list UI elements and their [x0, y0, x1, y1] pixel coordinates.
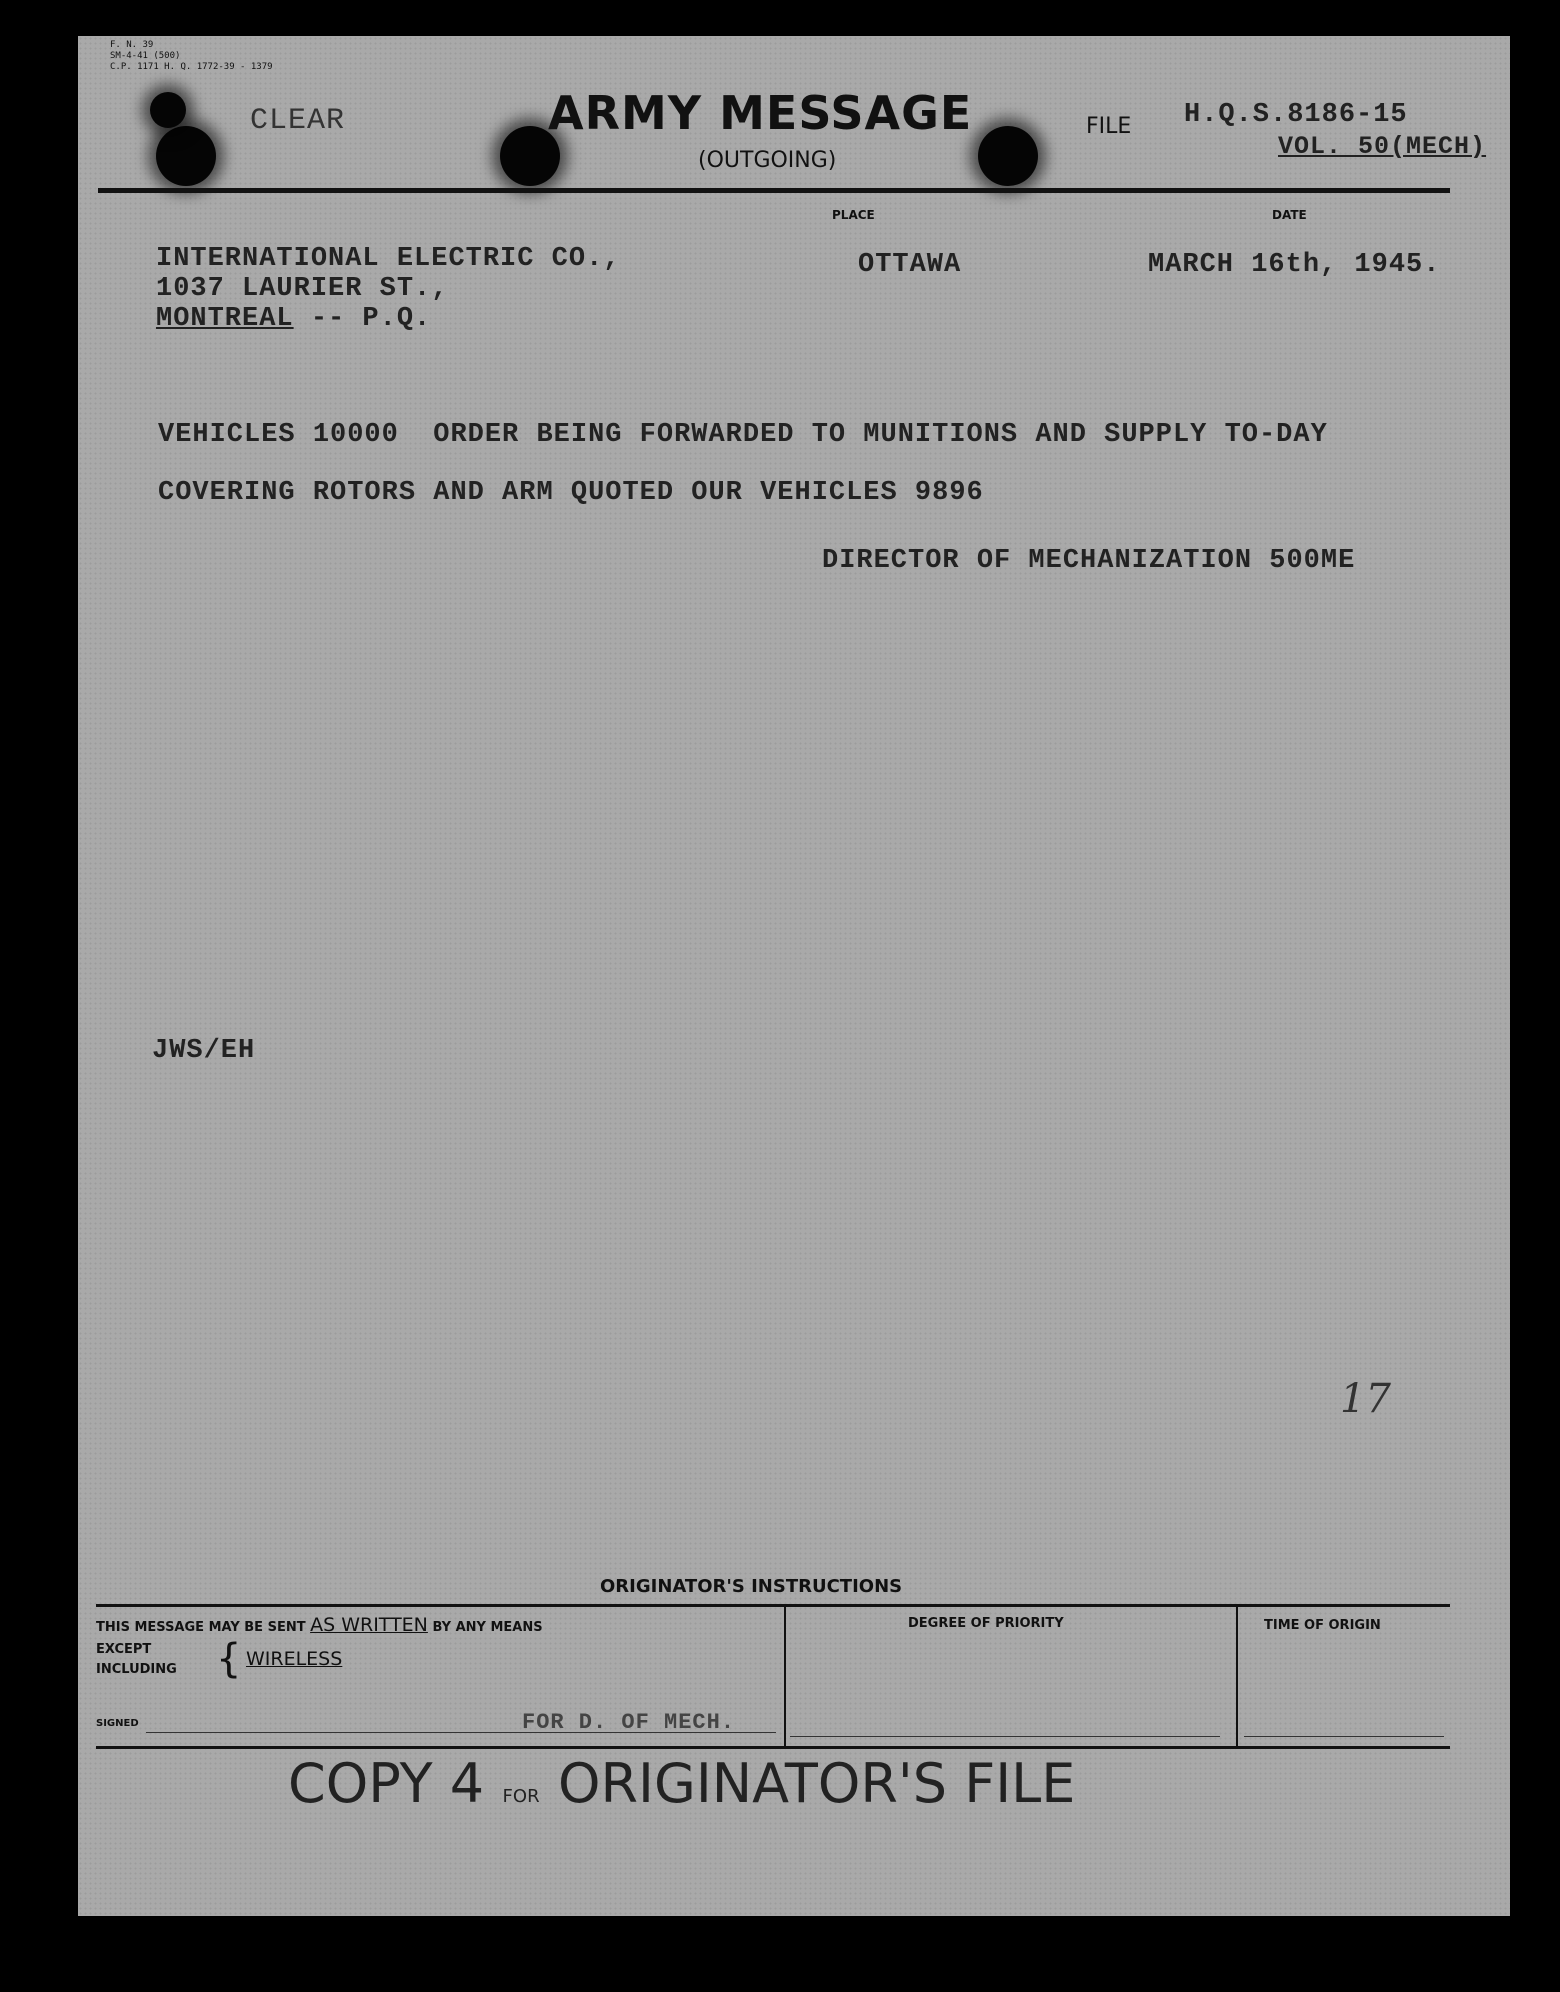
instructions-heading: ORIGINATOR'S INSTRUCTIONS: [600, 1576, 903, 1597]
except-label: EXCEPT: [96, 1642, 152, 1657]
copy-for: FOR: [502, 1786, 540, 1807]
time-origin-line: [1244, 1736, 1444, 1737]
sent-mode: AS WRITTEN: [310, 1614, 428, 1636]
classification: CLEAR: [250, 104, 346, 138]
brace-glyph: {: [216, 1636, 242, 1682]
address-line-1: INTERNATIONAL ELECTRIC CO.,: [156, 244, 621, 274]
file-label: FILE: [1086, 114, 1132, 139]
form-code: F. N. 39: [110, 40, 154, 50]
form-title: ARMY MESSAGE: [548, 86, 973, 140]
punch-hole-right: [978, 126, 1038, 186]
file-volume: VOL. 50(MECH): [1278, 132, 1487, 161]
address-line-3: [156, 304, 431, 334]
form-code: C.P. 1171 H. Q. 1772-39 - 1379: [110, 62, 273, 72]
copy-number: COPY 4: [288, 1752, 485, 1815]
copy-destination: ORIGINATOR'S FILE: [558, 1752, 1076, 1815]
except-value: WIRELESS: [246, 1648, 343, 1670]
form-codes: [110, 40, 273, 73]
including-label: INCLUDING: [96, 1662, 177, 1677]
place-value: OTTAWA: [858, 250, 962, 280]
page-number: 17: [1340, 1376, 1391, 1422]
signed-value: FOR D. OF MECH.: [522, 1710, 736, 1735]
sent-suffix: BY ANY MEANS: [432, 1620, 543, 1635]
address-city: MONTREAL: [156, 304, 294, 334]
signed-label: SIGNED: [96, 1718, 139, 1729]
address-line-2: 1037 LAURIER ST.,: [156, 274, 449, 304]
punch-hole-left: [156, 126, 216, 186]
sent-means-line: [96, 1614, 543, 1636]
priority-line: [790, 1736, 1220, 1737]
typist-initials: JWS/EH: [152, 1036, 256, 1066]
message-line-1: VEHICLES 10000 ORDER BEING FORWARDED TO MUNITIONS AND SUPPLY TO-DAY: [158, 420, 1328, 450]
form-code: SM-4-41 (500): [110, 51, 181, 61]
instructions-divider-2: [1236, 1606, 1238, 1746]
priority-label: DEGREE OF PRIORITY: [908, 1616, 1064, 1631]
instructions-divider-1: [784, 1606, 786, 1746]
sent-prefix: THIS MESSAGE MAY BE SENT: [96, 1620, 306, 1635]
copy-footer: [288, 1752, 1075, 1815]
message-signature: DIRECTOR OF MECHANIZATION 500ME: [822, 546, 1356, 576]
time-origin-label: TIME OF ORIGIN: [1264, 1618, 1381, 1633]
date-value: MARCH 16th, 1945.: [1148, 250, 1441, 280]
message-line-2: COVERING ROTORS AND ARM QUOTED OUR VEHICLES 9896: [158, 478, 984, 508]
header-rule: [98, 188, 1450, 193]
punch-hole-small: [150, 92, 186, 128]
instructions-top-rule: [96, 1604, 1450, 1607]
address-province: -- P.Q.: [310, 304, 432, 334]
date-label: DATE: [1272, 208, 1307, 222]
instructions-bottom-rule: [96, 1746, 1450, 1749]
message-form: [78, 36, 1510, 1916]
place-label: PLACE: [832, 208, 875, 222]
form-subtitle: (OUTGOING): [698, 148, 837, 173]
file-number: H.Q.S.8186-15: [1184, 100, 1408, 130]
